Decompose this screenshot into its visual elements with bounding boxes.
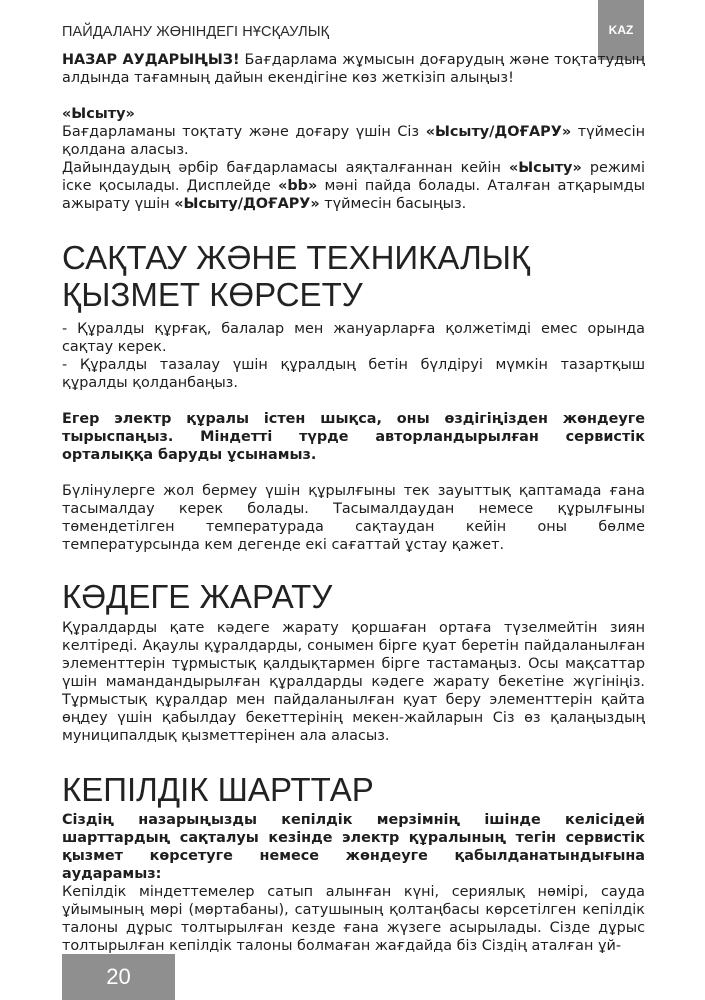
storage-transport-text: Бүлінулерге жол бермеу үшін құрылғыны тек зауыттық қаптамада ғана тасымалдау керек болады. Тасымалдаудан немесе құрылғыны төмендетілген температурада сақтаудан кейін оны бөлме температурсында кем дегенде екі сағаттай ұстау қажет. (62, 483, 645, 553)
warning-label: НАЗАР АУДАРЫҢЫЗ! (62, 52, 240, 68)
heat-paragraph-1: Бағдарламаны тоқтату және доғару үшін Сіз «Ысыту/ДОҒАРУ» түймесін қолдана аласыз. (62, 124, 645, 158)
page-number: 20 (62, 954, 175, 1000)
storage-bold-notice: Егер электр құралы істен шықса, оны өздігіңізден жөндеуге тырыспаңыз. Міндетті түрде авторландырылған сервистік орталыққа баруды ұсынамыз. (62, 411, 645, 463)
warranty-text: Кепілдік міндеттемелер сатып алынған күні, сериялық нөмірі, сауда ұйымының мөрі (мөртабаны), сатушының қолтаңбасы көрсетілген кепілдік талоны дұрыс толтырылған кезде ғана жүзеге асырылады. Сізде дұрыс толтырылған кепілдік талоны болмаған жағдайда біз Сіздің аталған ұй- (62, 884, 645, 954)
disposal-text: Құралдарды қате кәдеге жарату қоршаған ортаға түзелмейтін зиян келтіреді. Ақаулы құралдарды, сонымен бірге қуат беретін пайдаланылған элементтерін тұрмыстық қалдықтармен бірге тастамаңыз. Осы мақсаттар үшін мамандандырылған құралдарды кәдеге жарату бекетіне жүгініңіз. Тұрмыстық құралдар мен пайдаланылған қуат беру элементтерін қайта өңдеу үшін қабылдау бекеттерінің мекен-жайларын Сіз өз қалаңыздың муниципалдық қызметтерінен ала аласыз. (62, 620, 645, 744)
heat-paragraph-2: Дайындаудың әрбір бағдарламасы аяқталғаннан кейін «Ысыту» режимі іске қосылады. Дисплейде «bb» мәні пайда болады. Аталған атқарымды ажырату үшін «Ысыту/ДОҒАРУ» түймесін басыңыз. (62, 160, 645, 212)
page-content (62, 51, 645, 955)
running-header: ПАЙДАЛАНУ ЖӨНІНДЕГІ НҰСҚАУЛЫҚ (62, 24, 330, 40)
warranty-bold-notice: Сіздің назарыңызды кепілдік мерзімнің ішінде келісідей шарттардың сақталуы кезінде электр құралының тегін сервистік қызмет көрсетуге немесе жөндеуге қабылданатындығына аударамыз: (62, 812, 645, 882)
disposal-heading: КӘДЕГЕ ЖАРАТУ (62, 578, 333, 615)
storage-item-1: - Құралды құрғақ, балалар мен жануарларға қолжетімді емес орында сақтау керек. (62, 321, 645, 355)
warning-paragraph (62, 51, 645, 87)
warranty-heading: КЕПІЛДІК ШАРТТАР (62, 771, 374, 808)
warning-text: Бағдарлама жұмысын доғарудың және тоқтатудың алдында тағамның дайын екендігіне көз жеткізіп алыңыз! (62, 52, 645, 86)
language-badge: KAZ (598, 0, 644, 60)
storage-item-2: - Құралды тазалау үшін құралдың бетін бүлдіруі мүмкін тазартқыш құралды қолданбаңыз. (62, 357, 645, 391)
heat-title: «Ысыту» (62, 106, 135, 122)
storage-heading: САҚТАУ ЖӘНЕ ТЕХНИКАЛЫҚ ҚЫЗМЕТ КӨРСЕТУ (62, 239, 531, 313)
